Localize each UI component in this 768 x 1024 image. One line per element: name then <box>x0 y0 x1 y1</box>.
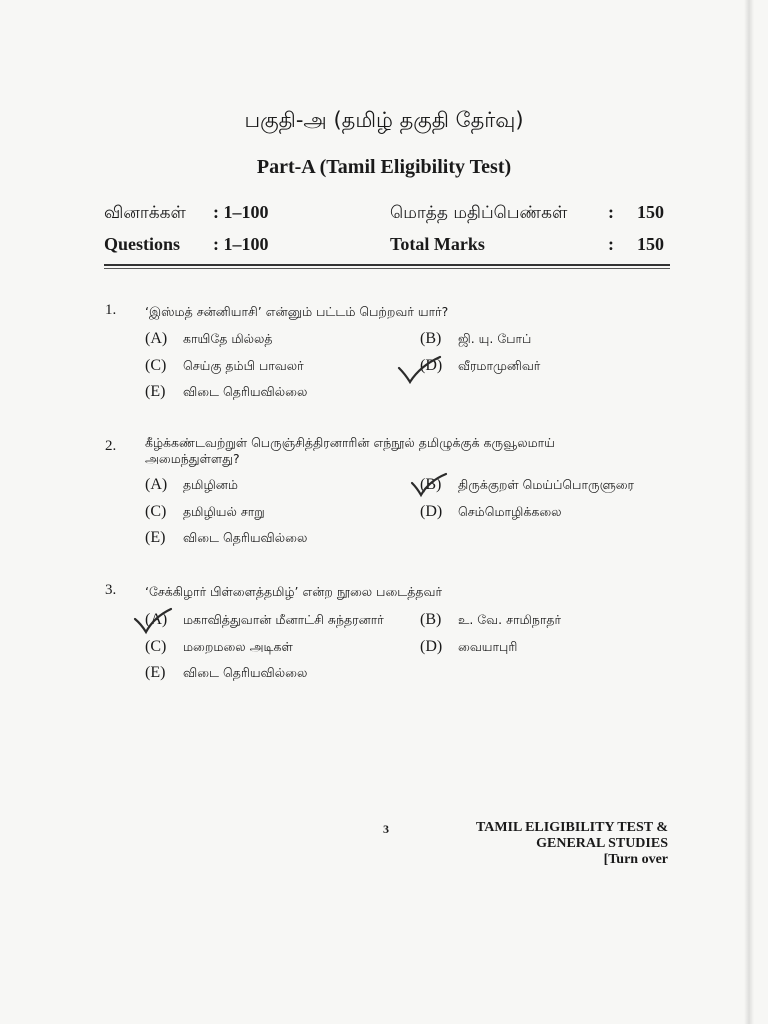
option-text: வீரமாமுனிவர் <box>458 358 541 373</box>
option-label: (D) <box>420 357 443 374</box>
option-text: செம்மொழிக்கலை <box>458 504 562 519</box>
option-b[interactable] <box>420 330 531 348</box>
option-text: செய்கு தம்பி பாவலர் <box>183 358 304 373</box>
option-label: (A) <box>145 611 168 628</box>
option-label: (E) <box>145 664 166 681</box>
check-mark-icon <box>132 606 174 636</box>
option-text: திருக்குறள் மெய்ப்பொருளுரை <box>458 477 634 492</box>
option-label: (D) <box>420 503 443 520</box>
option-b[interactable] <box>420 611 561 629</box>
option-a[interactable] <box>145 476 238 494</box>
question-text-line-1: கீழ்க்கண்டவற்றுள் பெருஞ்சித்திரனாரின் எந்நூல் தமிழுக்குக் கருவூலமாய் <box>145 435 555 450</box>
option-c[interactable] <box>145 503 265 521</box>
option-label: (B) <box>420 611 442 628</box>
total-marks-colon: : <box>608 234 614 254</box>
option-b[interactable] <box>420 476 634 494</box>
option-text: விடை தெரியவில்லை <box>183 384 308 399</box>
question-number: 3. <box>105 582 117 598</box>
option-text: மகாவித்துவான் மீனாட்சி சுந்தரனார் <box>183 612 384 627</box>
option-e[interactable] <box>145 529 307 547</box>
option-label: (D) <box>420 638 443 655</box>
option-text: ஜி. யு. போப் <box>458 331 532 346</box>
option-text: விடை தெரியவில்லை <box>183 530 308 545</box>
option-label: (C) <box>145 357 167 374</box>
option-a[interactable] <box>145 330 273 348</box>
option-d[interactable] <box>420 503 562 521</box>
option-text: காயிதே மில்லத் <box>183 331 273 346</box>
question-text: ‘சேக்கிழார் பிள்ளைத்தமிழ்’ என்ற நூலை படைத்தவர் <box>145 584 442 599</box>
option-label: (A) <box>145 330 168 347</box>
option-e[interactable] <box>145 383 307 401</box>
check-mark-icon <box>409 471 449 499</box>
option-label: (E) <box>145 383 166 400</box>
option-c[interactable] <box>145 638 293 656</box>
question-number: 1. <box>105 302 117 318</box>
option-label: (E) <box>145 529 166 546</box>
check-mark-icon <box>396 354 444 386</box>
question-number: 2. <box>105 438 117 454</box>
footer-line-2: GENERAL STUDIES <box>536 836 668 851</box>
option-d[interactable] <box>420 638 517 656</box>
total-marks-label-tamil: மொத்த மதிப்பெண்கள் <box>390 203 568 223</box>
turn-over-note: [Turn over <box>603 852 668 867</box>
header-divider <box>104 264 670 269</box>
option-label: (B) <box>420 476 442 493</box>
option-text: மறைமலை அடிகள் <box>183 639 293 654</box>
question-text-line-2: அமைந்துள்ளது? <box>145 451 240 466</box>
questions-label: Questions <box>104 234 181 254</box>
option-e[interactable] <box>145 664 307 682</box>
questions-label-tamil: வினாக்கள் <box>104 203 186 223</box>
total-marks-colon-tamil: : <box>608 202 614 222</box>
option-text: தமிழியல் சாறு <box>183 504 265 519</box>
footer-line-1: TAMIL ELIGIBILITY TEST & <box>475 820 668 835</box>
option-c[interactable] <box>145 357 304 375</box>
title-english: Part-A (Tamil Eligibility Test) <box>256 156 512 178</box>
option-label: (C) <box>145 638 167 655</box>
question-text: ‘இஸ்மத் சன்னியாசி’ என்னும் பட்டம் பெற்றவர் யார்? <box>145 304 449 319</box>
total-marks-value-tamil: 150 <box>637 202 664 222</box>
total-marks-label: Total Marks <box>390 234 485 254</box>
option-label: (B) <box>420 330 442 347</box>
option-label: (C) <box>145 503 167 520</box>
total-marks-value: 150 <box>637 234 664 254</box>
questions-value: : 1–100 <box>213 234 269 254</box>
page-number: 3 <box>383 822 389 836</box>
option-text: உ. வே. சாமிநாதர் <box>458 612 562 627</box>
option-label: (A) <box>145 476 168 493</box>
page-edge-shadow <box>744 0 754 1024</box>
footer-title <box>476 820 668 868</box>
option-text: வையாபுரி <box>458 639 518 654</box>
option-text: தமிழினம் <box>183 477 238 492</box>
option-text: விடை தெரியவில்லை <box>183 665 308 680</box>
option-a[interactable] <box>145 611 384 629</box>
questions-value-tamil: : 1–100 <box>213 202 269 222</box>
title-tamil: பகுதி-அ (தமிழ் தகுதி தேர்வு) <box>244 108 524 132</box>
